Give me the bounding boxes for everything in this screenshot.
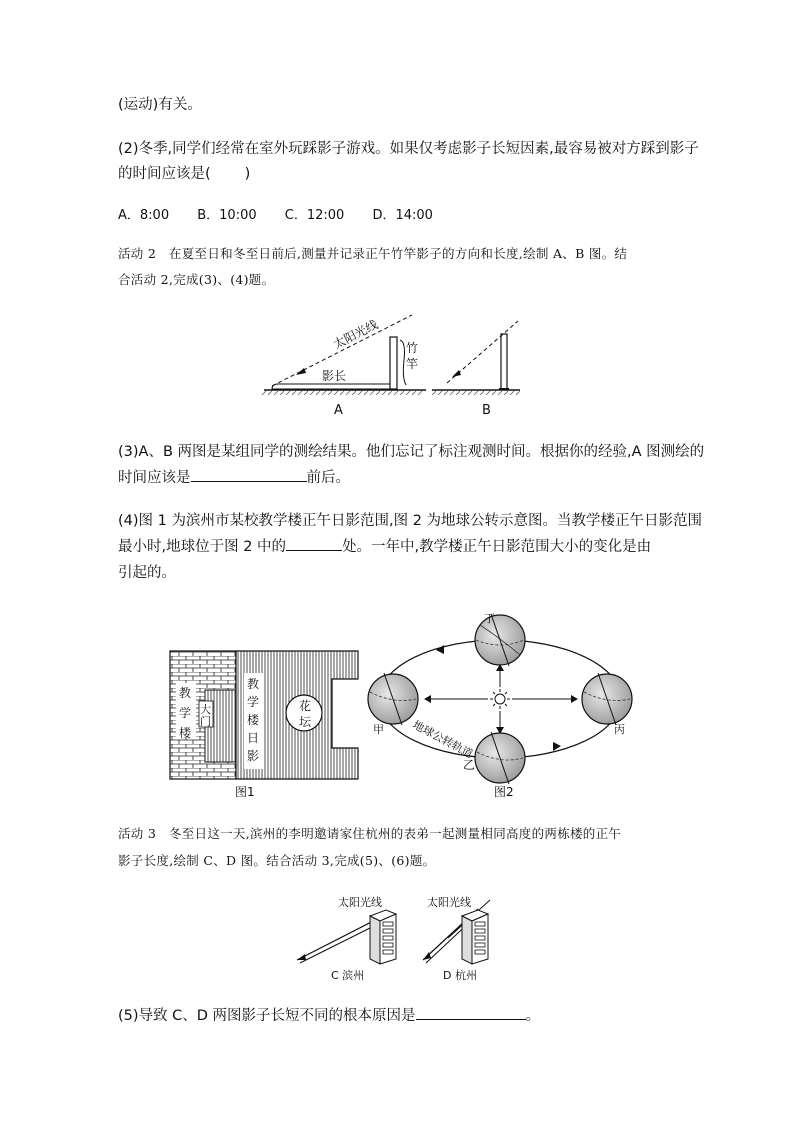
fig1-caption: 图1 (235, 785, 255, 799)
option-c[interactable]: C．12:00 (284, 208, 345, 223)
q3-line1: (3)A、B 两图是某组同学的测绘结果。他们忘记了标注观测时间。根据你的经验,A 图测绘的 (118, 444, 705, 460)
q5-answer-blank[interactable] (416, 1005, 526, 1020)
q3-line2-pre: 时间应该是 (118, 470, 191, 486)
fig1-shadow-c1: 教 (247, 677, 260, 691)
fig1-gate-c1: 大 (200, 703, 211, 716)
fig1-shadow-c2: 学 (247, 695, 260, 709)
pole-label-2: 竿 (406, 357, 419, 371)
activity2-line1: 活动 2 在夏至日和冬至日前后,测量并记录正午竹竿影子的方向和长度,绘制 A、B 图。结 (118, 246, 628, 261)
fig1-shadow-c4: 日 (247, 731, 260, 745)
q5-post: 。 (525, 1008, 541, 1024)
fig1-garden-c1: 花 (299, 699, 312, 713)
q2-line2-pre: 的时间应该是( (118, 166, 211, 182)
fig1-building-c1: 教 (179, 686, 192, 700)
activity3-line2: 影子长度,绘制 C、D 图。结合活动 3,完成(5)、(6)题。 (118, 853, 436, 868)
fig1-shadow-c3: 楼 (247, 713, 260, 727)
q1-tail: (运动)有关。 (118, 97, 202, 113)
option-d[interactable]: D．14:00 (372, 208, 433, 223)
activity2-line2: 合活动 2,完成(3)、(4)题。 (118, 272, 275, 287)
fig2-caption: 图2 (494, 785, 514, 799)
fig1-garden-c2: 坛 (299, 715, 312, 729)
fig1-shadow-c5: 影 (247, 749, 260, 763)
fig-d-label: D 杭州 (443, 969, 477, 982)
q4-line3: 引起的。 (118, 565, 176, 581)
option-a[interactable]: A．8:00 (118, 208, 170, 223)
q3-line2-post: 前后。 (306, 470, 350, 486)
q2-line2-post: ) (244, 166, 251, 182)
fig-c-sun-label: 太阳光线 (338, 896, 382, 909)
figure-a-label: A (334, 403, 343, 418)
fig2-label-bing: 丙 (614, 723, 625, 736)
fig-d-sun-label: 太阳光线 (427, 896, 471, 909)
fig1-gate-c2: 门 (200, 715, 211, 728)
figure-d (423, 895, 490, 982)
shadow-label: 影长 (322, 369, 347, 383)
q5-pre: (5)导致 C、D 两图影子长短不同的根本原因是 (118, 1008, 416, 1024)
q4-line2-pre: 最小时,地球位于图 2 中的 (118, 539, 287, 555)
fig2-label-ding: 丁 (484, 612, 495, 625)
figure-b-label: B (482, 403, 491, 418)
sun-light-label-a: 太阳光线 (331, 317, 381, 352)
q4-line2-post: 处。一年中,教学楼正午日影范围大小的变化是由 (342, 539, 652, 555)
q5-line (118, 1004, 540, 1029)
fig2-label-yi: 乙 (463, 758, 476, 772)
option-b[interactable]: B．10:00 (197, 208, 257, 223)
fig-c-label: C 滨州 (331, 969, 365, 982)
pole-label-1: 竹 (406, 341, 419, 355)
fig1-building-c2: 学 (179, 706, 192, 720)
q2-line1: (2)冬季,同学们经常在室外玩踩影子游戏。如果仅考虑影子长短因素,最容易被对方踩到影子 (118, 141, 699, 157)
activity3-line1: 活动 3 冬至日这一天,滨州的李明邀请家住杭州的表弟一起测量相同高度的两栋楼的正午 (118, 826, 622, 841)
fig2-label-jia: 甲 (373, 723, 384, 736)
figure-c (297, 895, 396, 982)
q4-line1: (4)图 1 为滨州市某校教学楼正午日影范围,图 2 为地球公转示意图。当教学楼正午日影范围 (118, 513, 703, 529)
fig1-building-c3: 楼 (179, 726, 192, 740)
fig2-orbit-label: 地球公转轨道 (410, 718, 475, 761)
